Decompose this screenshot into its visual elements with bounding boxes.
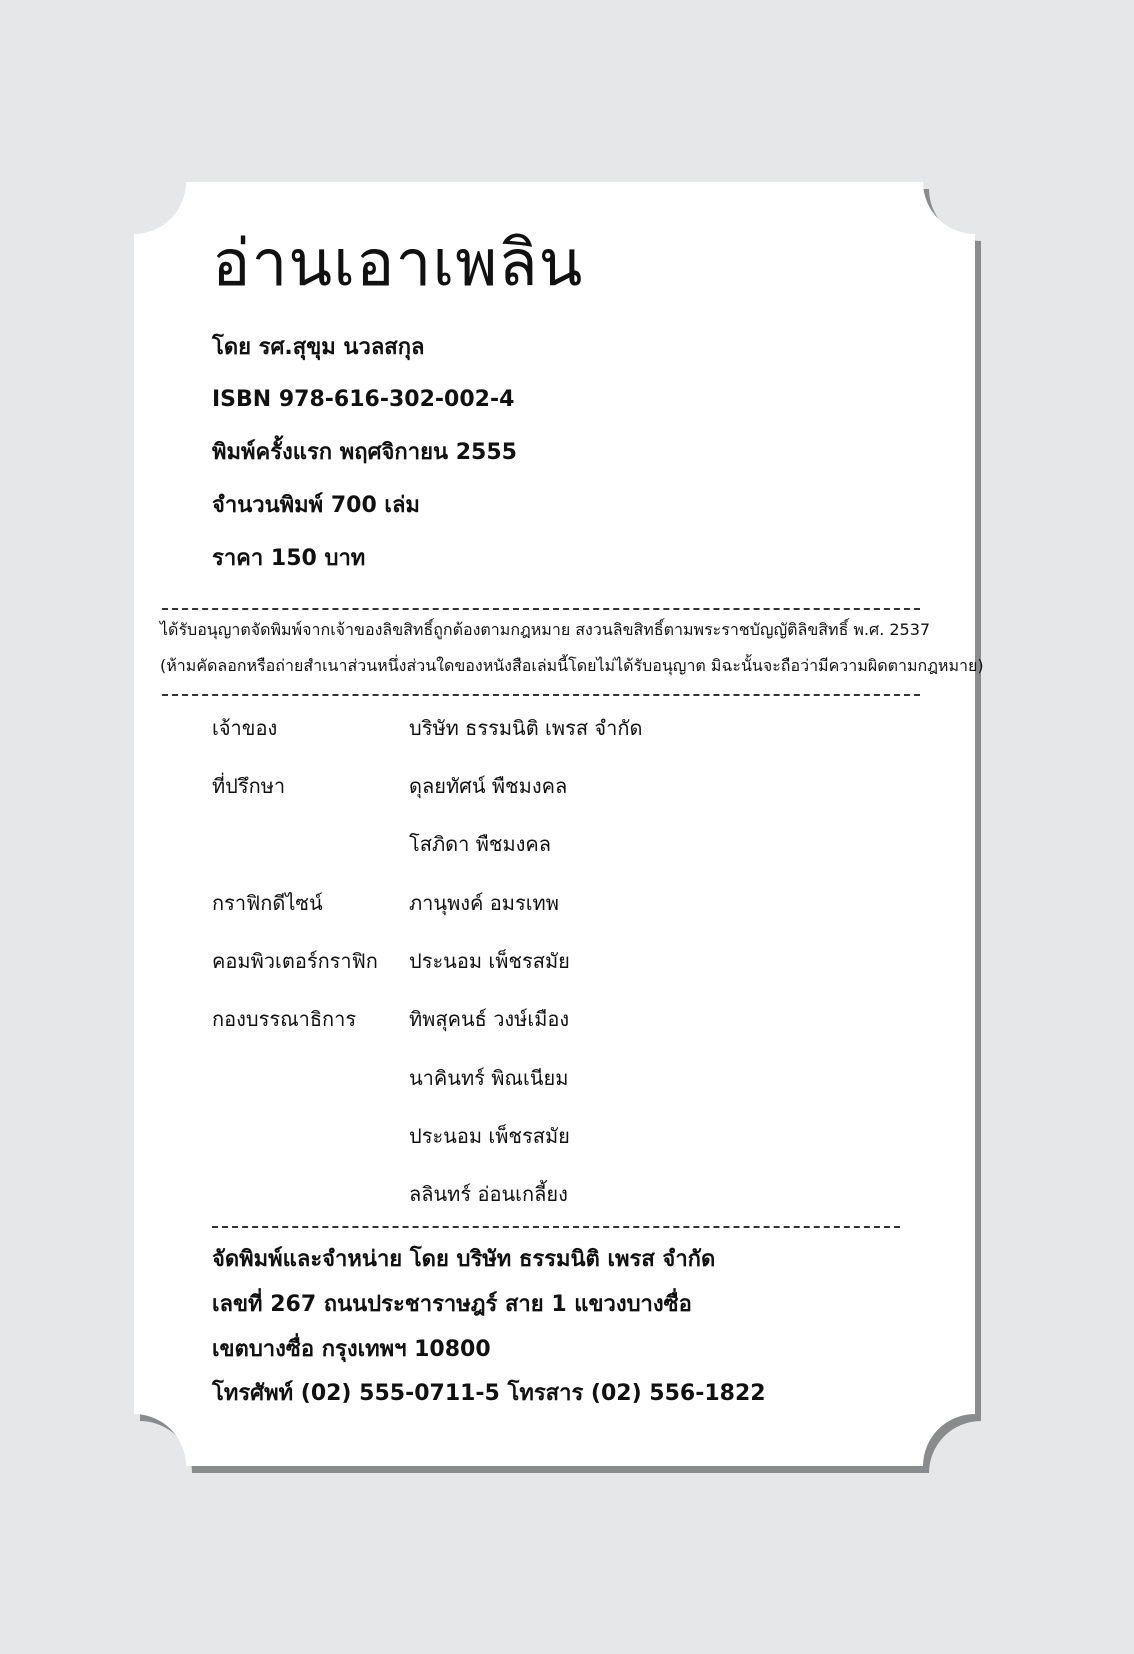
- advisor-name: ดุลยทัศน์ พืชมงคล: [409, 774, 568, 798]
- copyright-notice-line1: ได้รับอนุญาตจัดพิมพ์จากเจ้าของลิขสิทธิ์ถูกต้องตามกฎหมาย สงวนลิขสิทธิ์ตามพระราชบัญญัติลิขสิทธิ์ พ.ศ. 2537: [160, 620, 931, 639]
- editorial-name: ลลินทร์ อ่อนเกลี้ยง: [409, 1182, 568, 1206]
- book-title: อ่านเอาเพลิน: [212, 227, 584, 301]
- first-print-line: พิมพ์ครั้งแรก พฤศจิกายน 2555: [212, 440, 517, 465]
- owner-label: เจ้าของ: [212, 716, 278, 740]
- advisor-name: โสภิดา พืชมงคล: [409, 832, 552, 856]
- advisor-label: ที่ปรึกษา: [212, 774, 286, 798]
- editorial-name: นาคินทร์ พิณเนียม: [409, 1066, 569, 1090]
- author-line: โดย รศ.สุขุม นวลสกุล: [212, 335, 425, 360]
- publisher-line: [212, 1249, 715, 1271]
- divider-bottom: [212, 1226, 900, 1228]
- computer-graphic-name: ประนอม เพ็ชรสมัย: [409, 949, 570, 973]
- computer-graphic-label: คอมพิวเตอร์กราฟิก: [212, 949, 378, 973]
- publisher-address-line2: เขตบางซื่อ กรุงเทพฯ 10800: [212, 1337, 491, 1362]
- publisher-phone: โทรศัพท์ (02) 555-0711-5 โทรสาร (02) 556-1822: [212, 1381, 766, 1406]
- graphic-design-name: ภานุพงค์ อมรเทพ: [409, 891, 559, 915]
- print-run-line: จำนวนพิมพ์ 700 เล่ม: [212, 493, 420, 518]
- editorial-name: ทิพสุคนธ์ วงษ์เมือง: [409, 1007, 570, 1031]
- publisher-label: จัดพิมพ์และจำหน่าย โดย: [212, 1247, 449, 1272]
- publisher-name: บริษัท ธรรมนิติ เพรส จำกัด: [456, 1247, 716, 1272]
- imprint-card: [134, 182, 975, 1466]
- price-line: ราคา 150 บาท: [212, 546, 366, 571]
- isbn-line: ISBN 978-616-302-002-4: [212, 387, 515, 412]
- graphic-design-label: กราฟิกดีไซน์: [212, 891, 323, 915]
- publisher-address-line1: เลขที่ 267 ถนนประชาราษฎร์ สาย 1 แขวงบางซื่อ: [212, 1292, 692, 1317]
- copyright-notice-line2: (ห้ามคัดลอกหรือถ่ายสำเนาส่วนหนึ่งส่วนใดของหนังสือเล่มนี้โดยไม่ได้รับอนุญาต มิฉะนั้นจะถือว่ามีความผิดตามกฎหมาย): [160, 656, 984, 675]
- owner-name: บริษัท ธรรมนิติ เพรส จำกัด: [409, 716, 643, 740]
- editorial-label: กองบรรณาธิการ: [212, 1007, 357, 1031]
- divider-middle: [162, 694, 920, 696]
- editorial-name: ประนอม เพ็ชรสมัย: [409, 1124, 570, 1148]
- divider-top: [162, 608, 920, 610]
